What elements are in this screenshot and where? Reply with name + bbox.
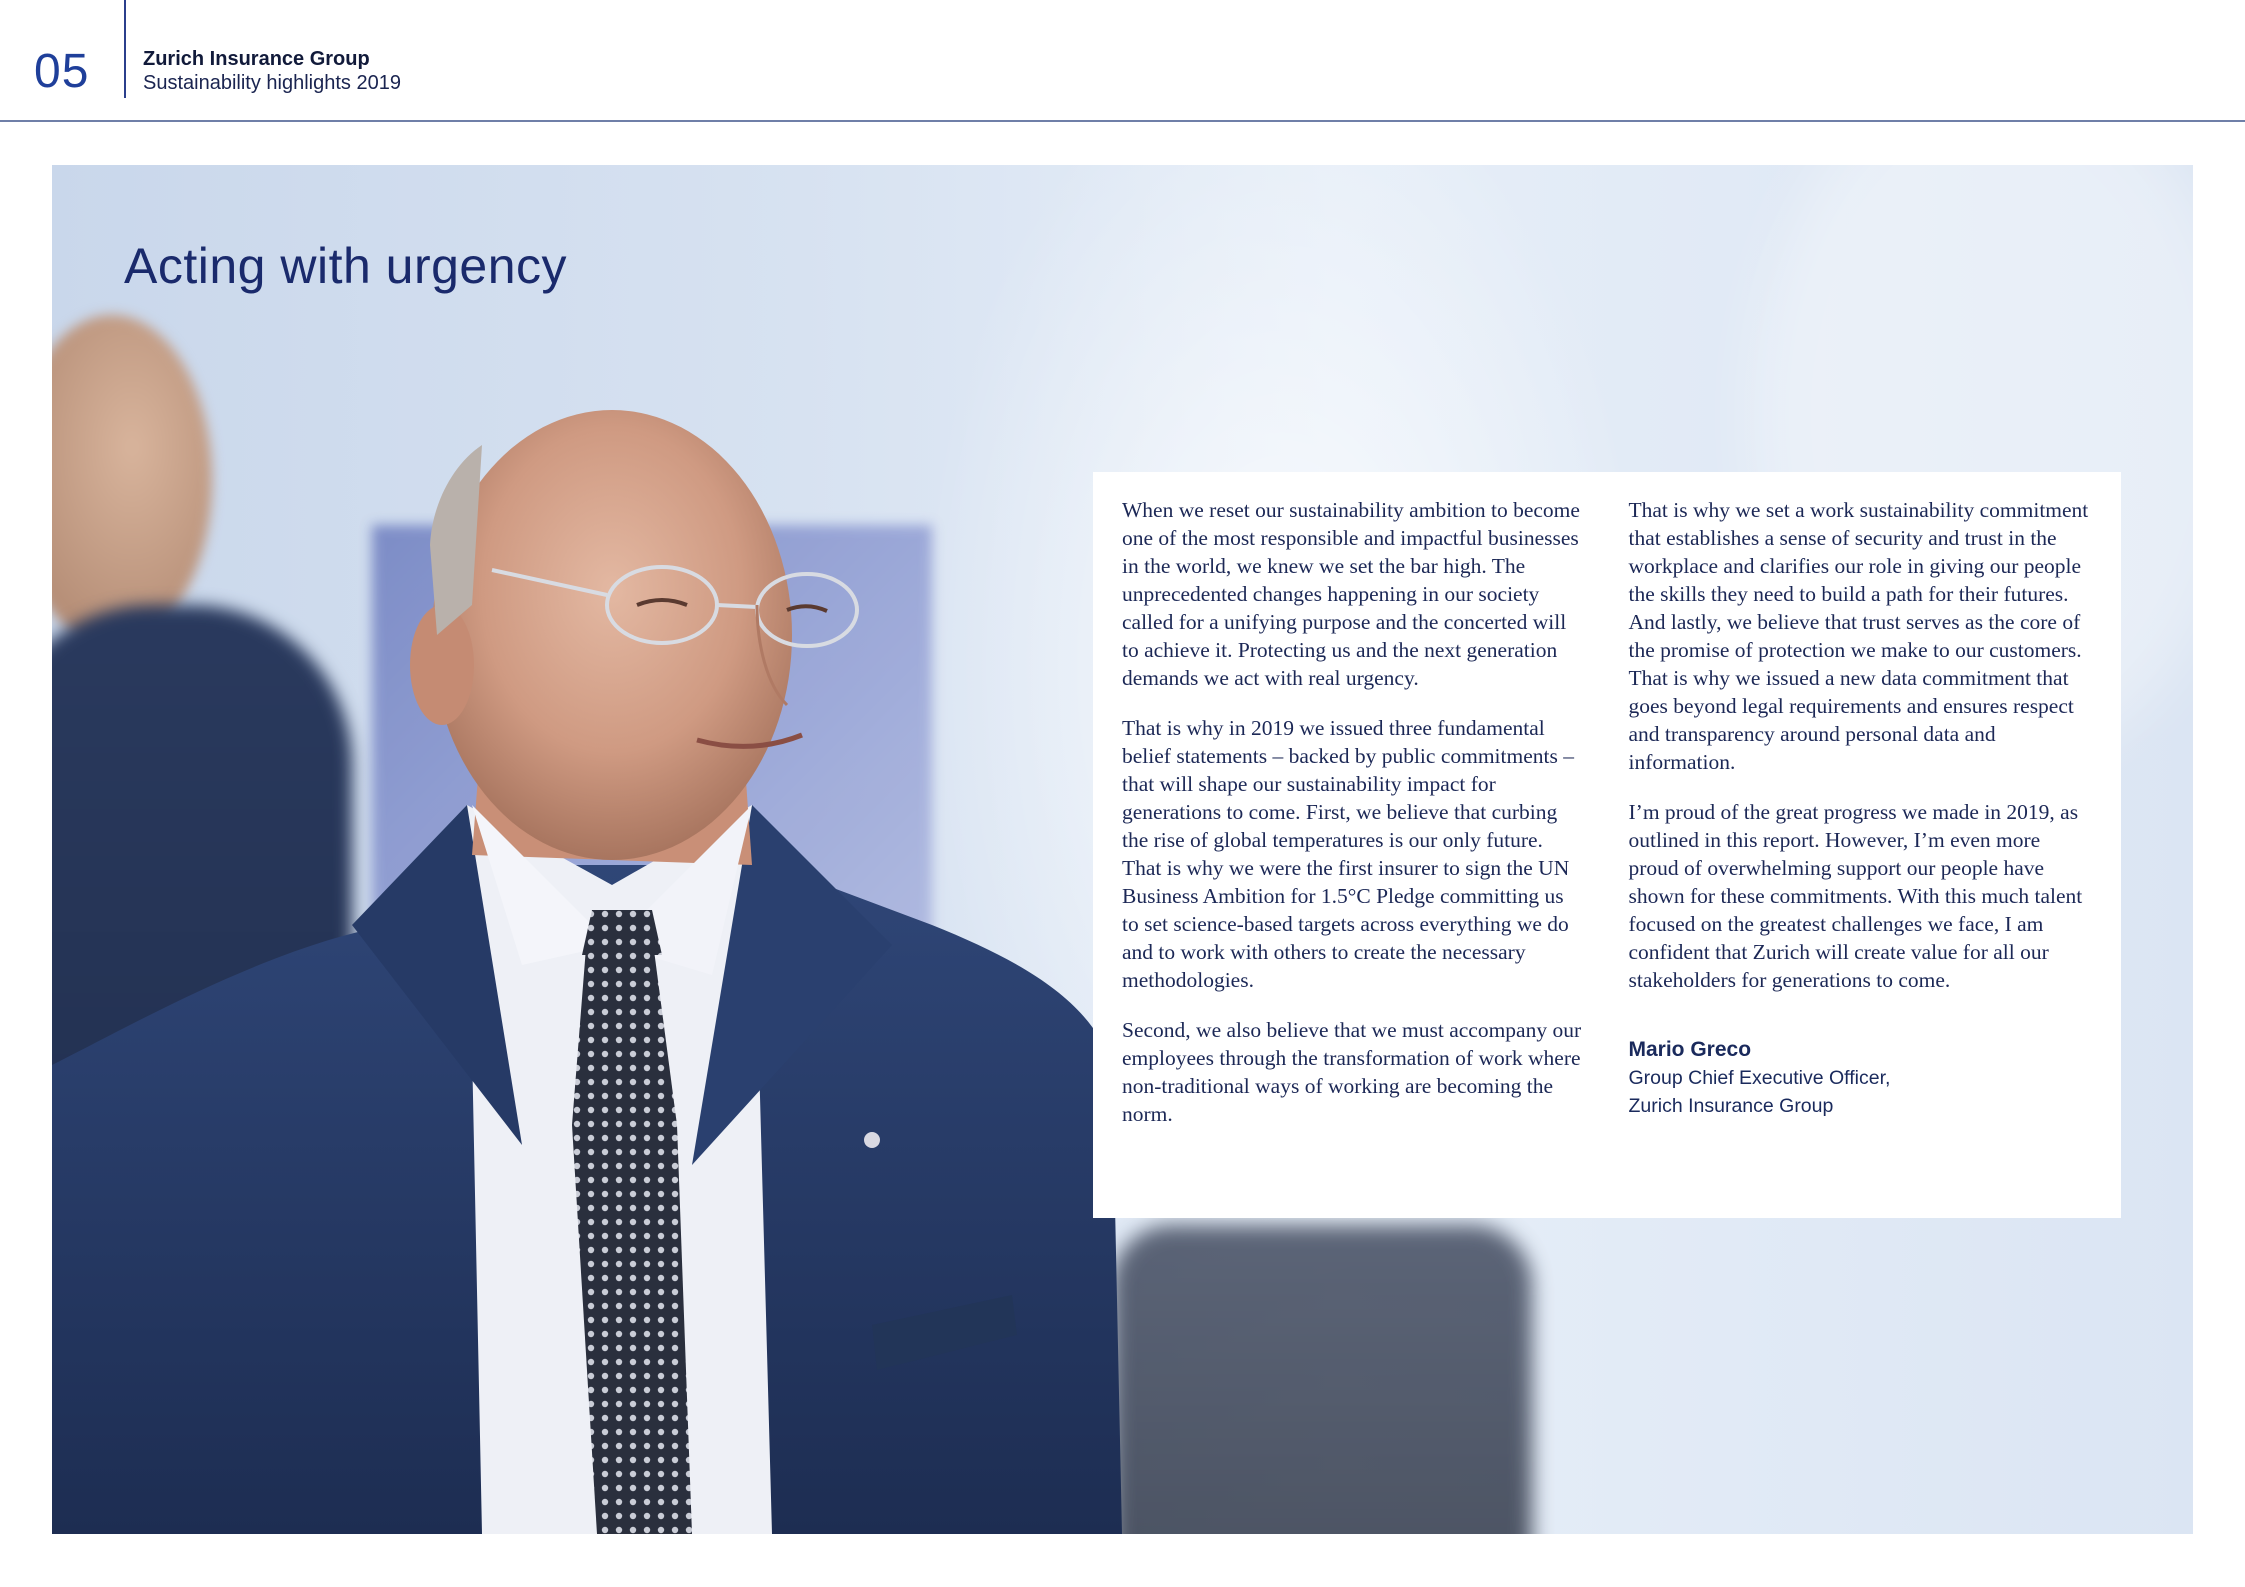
signature-title: Group Chief Executive Officer, [1628,1067,1891,1089]
paragraph: When we reset our sustainability ambition to become one of the most responsible and impactful businesses in the world, we knew we set the bar high. The unprecedented changes happening in our society called for a unifying purpose and the concerted will to achieve it. Protecting us and the next generation demands we act with real urgency. [1122,498,1580,690]
publication-title: Sustainability highlights 2019 [143,72,401,94]
letter-column-right [1629,496,2092,1218]
paragraph: That is why in 2019 we issued three fundamental belief statements – backed by public commitments – that will shape our sustainability impact for generations to come. First, we believe that curbing the rise of global temperatures is our only future. That is why we were the first insurer to sign the UN Business Ambition for 1.5°C Pledge committing us to set science-based targets across everything we do and to work with others to create the necessary methodologies. [1122,716,1574,992]
paragraph: That is why we set a work sustainability commitment that establishes a sense of security and trust in the workplace and clarifies our role in giving our people the skills they need to build a path for their futures. And lastly, we believe that trust serves as the core of the promise of protection we make to our customers. That is why we issued a new data commitment that goes beyond legal requirements and ensures respect and transparency around personal data and information. [1628,498,2089,774]
letter-column-left [1122,496,1585,1218]
header-divider [124,0,126,98]
company-name: Zurich Insurance Group [143,48,370,70]
section-title: Acting with urgency [124,238,568,294]
letter-panel [1093,472,2121,1218]
paragraph: Second, we also believe that we must accompany our employees through the transformation of work where non-traditional ways of working are becoming the norm. [1122,1018,1582,1126]
page-number: 05 [34,45,90,98]
hero-section [52,165,2193,1534]
signature-name: Mario Greco [1628,1038,1752,1061]
paragraph: I’m proud of the great progress we made in 2019, as outlined in this report. However, I’m even more proud of overwhelming support our people have shown for these commitments. With this much talent focused on the greatest challenges we face, I am confident that Zurich will create value for all our stakeholders for generations to come. [1628,800,2083,992]
signature-company: Zurich Insurance Group [1628,1095,1834,1117]
executive-portrait [52,165,1152,1534]
background-person-right [1112,1225,1532,1534]
header-rule [0,120,2245,122]
